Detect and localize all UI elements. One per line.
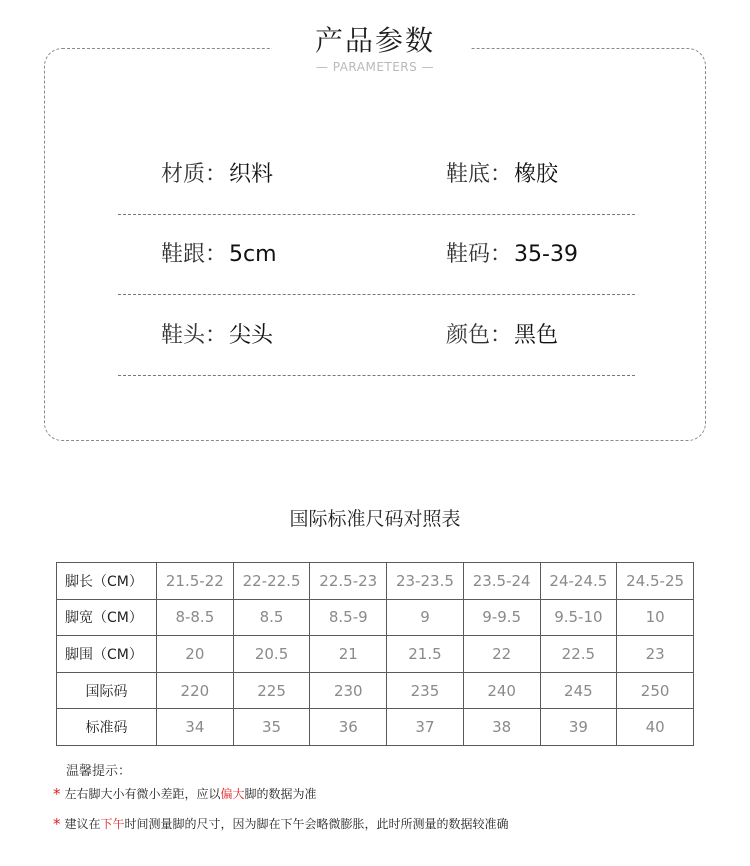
tip-text: 脚的数据为准 (244, 787, 317, 801)
param-value: 5cm (229, 242, 277, 267)
table-cell: 21.5-22 (157, 563, 234, 600)
row-header: 脚围（CM） (57, 636, 157, 673)
table-cell: 20.5 (233, 636, 310, 673)
table-cell: 38 (463, 709, 540, 746)
row-header: 国际码 (57, 672, 157, 709)
table-cell: 21 (310, 636, 387, 673)
param-label: 鞋跟： (161, 242, 228, 267)
table-cell: 24-24.5 (540, 563, 617, 600)
tips-title: 温馨提示： (66, 764, 132, 779)
table-cell: 250 (617, 672, 694, 709)
table-cell: 8.5 (233, 599, 310, 636)
table-cell: 9.5-10 (540, 599, 617, 636)
table-cell: 36 (310, 709, 387, 746)
table-cell: 22.5 (540, 636, 617, 673)
table-cell: 34 (157, 709, 234, 746)
tip-highlight: 偏大 (220, 787, 245, 801)
param-material (161, 135, 273, 215)
param-value: 黑色 (514, 323, 559, 348)
table-cell: 21.5 (387, 636, 464, 673)
table-cell: 240 (463, 672, 540, 709)
table-cell: 35 (233, 709, 310, 746)
parameters-title: 产品参数 (314, 24, 435, 57)
param-label: 鞋底： (446, 162, 513, 187)
param-label: 颜色： (446, 323, 513, 348)
table-cell: 24.5-25 (617, 563, 694, 600)
table-cell: 225 (233, 672, 310, 709)
tip-text: 建议在 (64, 817, 101, 831)
table-cell: 220 (157, 672, 234, 709)
table-cell: 22 (463, 636, 540, 673)
tip-item (53, 815, 509, 833)
param-row (118, 215, 635, 295)
table-cell: 23-23.5 (387, 563, 464, 600)
table-cell: 22.5-23 (310, 563, 387, 600)
table-cell: 23.5-24 (463, 563, 540, 600)
table-row (57, 599, 694, 636)
table-cell: 40 (617, 709, 694, 746)
param-row (118, 296, 635, 376)
table-row (57, 709, 694, 746)
table-row (57, 563, 694, 600)
param-value: 橡胶 (514, 162, 559, 187)
row-header: 脚宽（CM） (57, 599, 157, 636)
table-cell: 8-8.5 (157, 599, 234, 636)
table-cell: 22-22.5 (233, 563, 310, 600)
asterisk-icon: * (53, 785, 61, 803)
table-cell: 39 (540, 709, 617, 746)
table-cell: 20 (157, 636, 234, 673)
param-size (446, 215, 578, 295)
parameters-subtitle: — PARAMETERS — (315, 60, 435, 74)
param-label: 鞋码： (446, 242, 513, 267)
size-chart-title: 国际标准尺码对照表 (289, 508, 461, 530)
size-chart-table (56, 562, 694, 746)
table-cell: 230 (310, 672, 387, 709)
table-row (57, 636, 694, 673)
table-cell: 23 (617, 636, 694, 673)
param-label: 材质： (161, 162, 228, 187)
param-value: 尖头 (229, 323, 274, 348)
param-color (446, 296, 558, 376)
param-sole (446, 135, 558, 215)
table-cell: 10 (617, 599, 694, 636)
param-value: 织料 (229, 162, 274, 187)
asterisk-icon: * (53, 815, 61, 833)
table-row (57, 672, 694, 709)
row-header: 脚长（CM） (57, 563, 157, 600)
table-cell: 9-9.5 (463, 599, 540, 636)
table-cell: 37 (387, 709, 464, 746)
table-cell: 235 (387, 672, 464, 709)
param-label: 鞋头： (161, 323, 228, 348)
table-cell: 8.5-9 (310, 599, 387, 636)
param-toe (161, 296, 273, 376)
param-row (118, 135, 635, 215)
tip-text: 左右脚大小有微小差距，应以 (64, 787, 221, 801)
row-header: 标准码 (57, 709, 157, 746)
param-heel (161, 215, 277, 295)
tip-item (53, 785, 317, 803)
tip-text: 时间测量脚的尺寸，因为脚在下午会略微膨胀，此时所测量的数据较准确 (124, 817, 509, 831)
table-cell: 9 (387, 599, 464, 636)
param-value: 35-39 (514, 242, 578, 267)
tip-highlight: 下午 (100, 817, 125, 831)
table-cell: 245 (540, 672, 617, 709)
